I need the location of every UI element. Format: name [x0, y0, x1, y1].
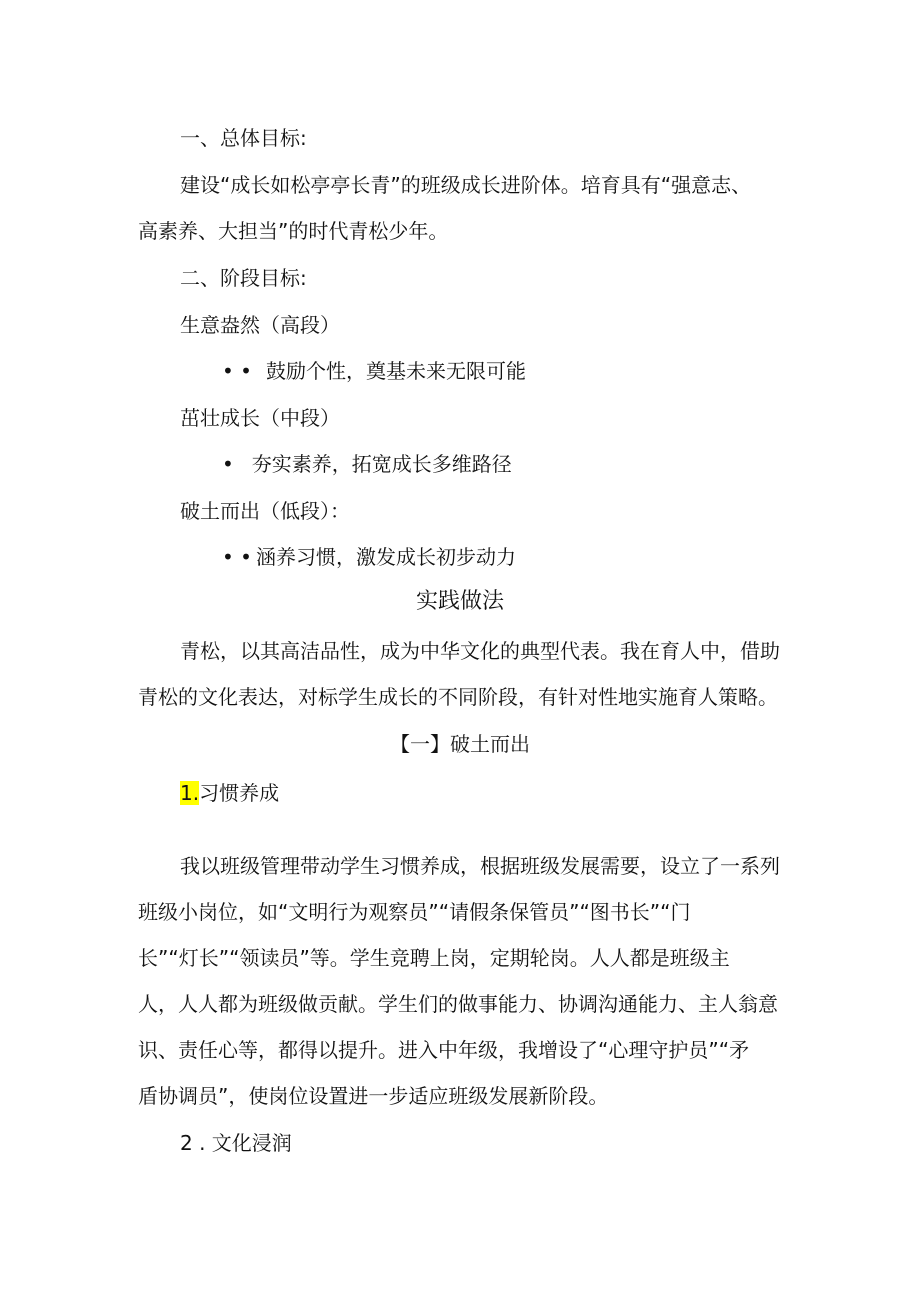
paragraph-line: 人，人人都为班级做贡献。学生们的做事能力、协调沟通能力、主人翁意 — [138, 992, 778, 1016]
paragraph-line: 识、责任心等，都得以提升。进入中年级，我增设了“心理守护员”“矛 — [138, 1038, 750, 1062]
bullet-icon: • — [222, 452, 234, 476]
overall-goal-heading: 一、总体目标: — [180, 126, 307, 150]
subsection-1-number: 1. — [180, 781, 200, 805]
paragraph-line: 班级小岗位，如“文明行为观察员”“请假条保管员”“图书长”“门 — [138, 900, 691, 924]
paragraph-line: 盾协调员”，使岗位设置进一步适应班级发展新阶段。 — [138, 1084, 609, 1108]
subsection-1-heading — [180, 779, 279, 807]
stage-item-text: 涵养习惯，激发成长初步动力 — [255, 545, 516, 569]
paragraph-line: 长”“灯长”“领读员”等。学生竞聘上岗，定期轮岗。人人都是班级主 — [138, 946, 730, 970]
section-title: 【一】破土而出 — [390, 732, 530, 756]
stage-item-text: 夯实素养，拓宽成长多维路径 — [251, 452, 512, 476]
overall-goal-text-line-1: 建设“成长如松亭亭长青”的班级成长进阶体。培育具有“强意志、 — [180, 173, 752, 197]
stage-title-high: 生意盎然（高段） — [180, 313, 340, 337]
stage-item-middle — [222, 450, 512, 478]
practice-title: 实践做法 — [415, 589, 504, 614]
stage-goal-heading: 二、阶段目标: — [180, 266, 307, 290]
bullet-icon: • • — [222, 359, 252, 383]
stage-title-middle: 茁壮成长（中段） — [180, 406, 340, 430]
practice-intro-line-2: 青松的文化表达，对标学生成长的不同阶段，有针对性地实施育人策略。 — [138, 685, 778, 709]
stage-item-text: 鼓励个性，奠基未来无限可能 — [265, 359, 526, 383]
stage-item-high — [222, 357, 526, 385]
stage-title-low: 破土而出（低段）： — [180, 499, 350, 523]
subsection-1-title: 习惯养成 — [199, 781, 280, 805]
paragraph-line: 我以班级管理带动学生习惯养成，根据班级发展需要，设立了一系列 — [180, 854, 780, 878]
stage-item-low — [222, 543, 516, 571]
overall-goal-text-line-2: 高素养、大担当”的时代青松少年。 — [138, 219, 449, 243]
bullet-icon: • • — [222, 545, 252, 569]
subsection-2-heading: 2 . 文化浸润 — [180, 1131, 292, 1155]
practice-intro-line-1: 青松，以其高洁品性，成为中华文化的典型代表。我在育人中，借助 — [180, 639, 780, 663]
